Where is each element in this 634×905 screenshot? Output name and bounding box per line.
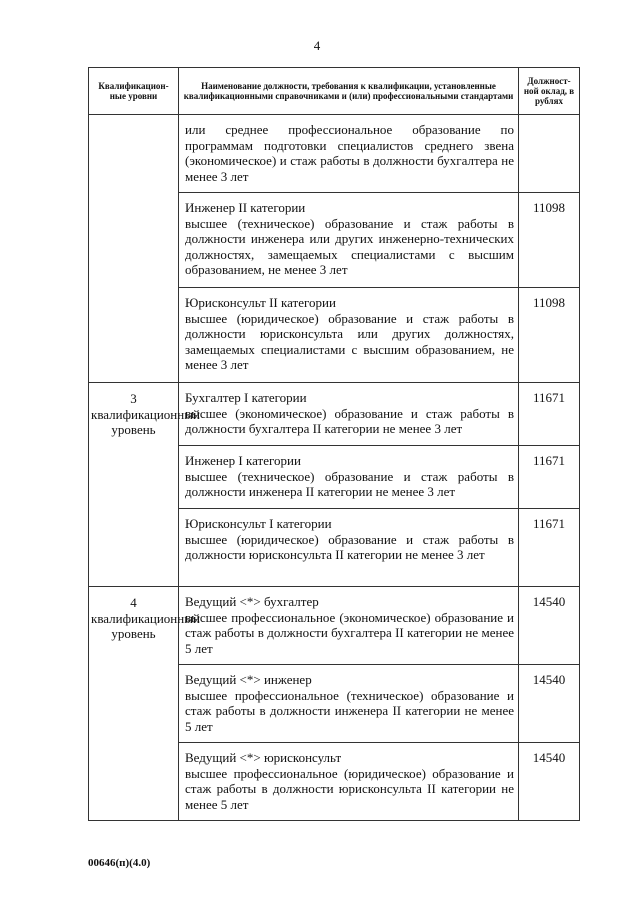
- document-code: 00646(п)(4.0): [88, 857, 151, 869]
- position-requirements: высшее (техническое) образование и стаж работы в должности инженера или других инженерно-технических должностях, замещаемых специалистами с высшим образованием, не менее 3 лет: [185, 215, 514, 277]
- qualification-level-cell: 3 квалификационный уровень: [89, 383, 179, 587]
- salary-cell: 11671: [519, 509, 580, 587]
- header-position-requirements: Наименование должности, требования к квалификации, установленные квалификационными справочниками и (или) профессиональными стандартами: [179, 68, 519, 115]
- qualification-level-cell: [89, 115, 179, 383]
- position-requirements: высшее профессиональное (экономическое) образование и стаж работы в должности бухгалтера II категории не менее 5 лет: [185, 609, 514, 656]
- position-title: Ведущий <*> инженер: [185, 672, 312, 687]
- position-cell: [179, 288, 519, 383]
- position-cell: [179, 587, 519, 665]
- qualification-level-cell: 4 квалификационный уровень: [89, 587, 179, 821]
- salary-cell: 11671: [519, 446, 580, 509]
- position-title: Инженер II категории: [185, 200, 306, 215]
- header-qualification-level: Квалификацион-ные уровни: [89, 68, 179, 115]
- table-row: [89, 383, 580, 446]
- salary-cell: 11098: [519, 193, 580, 288]
- header-salary: Должност-ной оклад, в рублях: [519, 68, 580, 115]
- salary-cell: 14540: [519, 743, 580, 821]
- table-row: [89, 587, 580, 665]
- qualification-table: [88, 67, 580, 821]
- position-requirements: высшее профессиональное (юридическое) образование и стаж работы в должности юрисконсульта II категории не менее 5 лет: [185, 765, 514, 812]
- position-cell: [179, 743, 519, 821]
- position-requirements: высшее (юридическое) образование и стаж работы в должности юрисконсульта II категории не менее 3 лет: [185, 531, 514, 562]
- position-cell: [179, 446, 519, 509]
- position-title: Бухгалтер I категории: [185, 390, 307, 405]
- position-title: Ведущий <*> бухгалтер: [185, 594, 319, 609]
- salary-cell: 14540: [519, 587, 580, 665]
- position-requirements: или среднее профессиональное образование по программам подготовки специалистов среднего звена (экономическое) и стаж работы в должности бухгалтера не менее 3 лет: [185, 122, 514, 184]
- table-header-row: [89, 68, 580, 115]
- position-requirements: высшее (техническое) образование и стаж работы в должности инженера II категории не менее 3 лет: [185, 468, 514, 499]
- position-cell: [179, 383, 519, 446]
- salary-cell: 14540: [519, 665, 580, 743]
- page-number: 4: [313, 38, 321, 53]
- position-cell: [179, 509, 519, 587]
- position-title: Инженер I категории: [185, 453, 301, 468]
- position-requirements: высшее (юридическое) образование и стаж работы в должности юрисконсульта или других должностях, замещаемых специалистами с высшим образованием, не менее 3 лет: [185, 310, 514, 372]
- salary-cell: [519, 115, 580, 193]
- position-requirements: высшее профессиональное (техническое) образование и стаж работы в должности инженера II категории не менее 5 лет: [185, 687, 514, 734]
- position-cell: [179, 193, 519, 288]
- position-cell: [179, 115, 519, 193]
- position-title: Юрисконсульт I категории: [185, 516, 332, 531]
- salary-cell: 11098: [519, 288, 580, 383]
- position-title: Юрисконсульт II категории: [185, 295, 336, 310]
- position-cell: [179, 665, 519, 743]
- position-title: Ведущий <*> юрисконсульт: [185, 750, 342, 765]
- salary-cell: 11671: [519, 383, 580, 446]
- table-row: [89, 115, 580, 193]
- position-requirements: высшее (экономическое) образование и стаж работы в должности бухгалтера II категории не менее 3 лет: [185, 405, 514, 436]
